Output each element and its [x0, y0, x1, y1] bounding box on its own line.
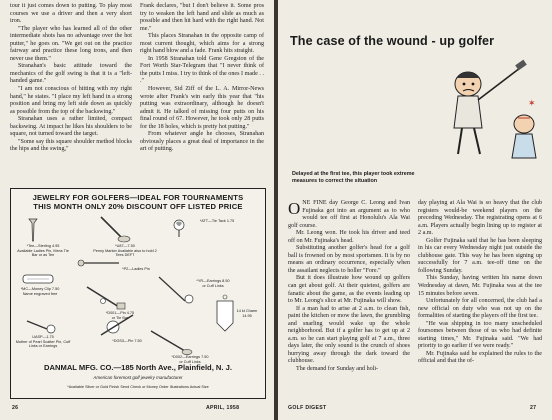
paragraph: "Some say this square shoulder method blocks the hips and the swing,": [10, 138, 132, 153]
paragraph: This places Stranahan in the opposite camp of most current thought, which aims for a strong right hand blow and a fade. Frank hits straight.: [140, 33, 264, 55]
svg-text:✶: ✶: [528, 99, 536, 109]
right-page-column-2: [418, 200, 542, 366]
product-label: *MC—Money Clip 7.50 Name engraved free: [20, 287, 60, 296]
pearl-scatter-pin-icon: [27, 321, 55, 333]
magazine-name: GOLF DIGEST: [288, 405, 327, 411]
paragraph: Unfortunately for all concerned, the club had a new official on duty who was not up on the formalities of starting the players off the first tee.: [418, 298, 542, 320]
product-label: *Tee—Sterling 4.95 Available Ladies Pin, Mens Tie Bar or as Tee: [17, 244, 69, 257]
jewelry-advertisement: [10, 188, 266, 399]
club-earrings-icon: [151, 331, 192, 355]
page-number: 27: [530, 405, 537, 411]
paragraph: Frank declares, "but I don't believe it. Some pros try to weaken the left hand and slide as much as possible and then hit hard with the right hand. Not me.": [140, 3, 264, 32]
tee-jewelry-icon: [29, 219, 37, 241]
paragraph: Golfer Fujinaka said that he has been sleeping in his car every Wednesday night just outside the clubhouse gate. This way he has been signing up successfully for 7 a.m. tee-off time on the following Sunday.: [418, 237, 542, 274]
paragraph: "I am not conscious of hitting with my right hand," he states. "I place my left hand in a strong position and bring my left side down as quickly as possible from the top of the backswing.": [10, 86, 132, 115]
paragraph: "The player who has learned all of the other intermediate shots has no advantage over the hot putter," he goes on. "We get out on the practice fairway and practice these long irons, and then never use them.": [10, 25, 132, 62]
paragraph: If a man had to arise at 2 a.m. to clean fish, paint the kitchen or mow the lawn, the grumbling and snarling would wake up the whole neighborhood. But if a golfer has to get up at 2 a.m. so he can start playing golf at 7 a.m., three days later, the only sound is the crunch of shoes hurrying away through the dark toward the clubhouse.: [288, 305, 410, 365]
charm-icon: [217, 295, 233, 331]
illustration-caption: Delayed at the first tee, this player took extreme measures to correct the situation: [292, 171, 415, 184]
ad-company: DANMAL MFG. CO.—185 North Ave., Plainfield, N. J.: [44, 363, 232, 372]
product-label: *YR—Earrings 8.50 or Cuff Links: [196, 279, 230, 288]
paragraph: Mr. Leong won. He took his driver and teed off on Mr. Fujinaka's head.: [288, 230, 410, 244]
product-label: *P2—Ladies Pin: [122, 267, 150, 271]
paragraph: ONE FINE day George C. Leong and Ivan Fujinaka got into an argument as to who would tee off first at Honolulu's Ala Wai golf course.: [288, 199, 410, 229]
right-page-column-1: [288, 200, 410, 374]
tie-tack-icon: [174, 220, 184, 237]
product-label: *U87—7.50 Penny Marker Available also to hold 2 Tees DEFT: [93, 244, 157, 257]
earrings-icon: [159, 277, 193, 303]
golfer-cartoon-illustration: [428, 54, 548, 172]
penny-marker-icon: [101, 217, 130, 242]
left-page: [0, 0, 274, 420]
ad-headline-line-1: JEWELRY FOR GOLFERS—IDEAL FOR TOURNAMENTS: [32, 193, 244, 202]
product-label: UASP—1.75 Mother of Pearl Scatter Pin, Cuff Links or Earrings: [15, 335, 71, 348]
paragraph: However, Sid Ziff of the L. A. Mirror-News wrote after Frank's win early this year that "his putting was extraordinary, although he doesn't admit it. He talked of missing four putts on his final round of 67. However, he took only 28 putts for the 18 holes, which is pretty hot putting.": [140, 86, 264, 130]
paragraph: In 1958 Stranahan told Gene Gregston of the Fort Worth Star-Telegram that "I never think of the putts I miss. I try to think of the ones I made . . .": [140, 55, 264, 85]
page-number: 26: [12, 405, 19, 411]
article-title: The case of the wound - up golfer: [290, 34, 495, 48]
paragraph: Mr. Fujinaka said he explained the rules to the official and that the of-: [418, 350, 542, 365]
ad-footnote: *Available Silver or Gold Finish Send Check or Money Order Illustrations Actual Size: [67, 385, 209, 389]
paragraph: "He was shipping in too many unscheduled foursomes between those of us who had definite starting times," Mr. Fujinaka said. "We had priority to go earlier if we were ready.": [418, 320, 542, 350]
money-clip-icon: [23, 275, 53, 283]
product-label: *ATT—Tie Tack 1.75: [199, 219, 235, 223]
ad-headline-line-2: THIS MONTH ONLY 20% DISCOUNT OFF LISTED PRICE: [33, 202, 243, 211]
paragraph: From whatever angle he chooses, Stranahan obviously places a great deal of importance in the art of putting.: [140, 131, 264, 153]
paragraph: day playing at Ala Wai is so heavy that the club registers would-be weekend players on the preceding Wednesday. The registrating opens at 6 a.m. Players actually begin lining up to register at 2 a.m.: [418, 200, 542, 237]
golf-club-pin-icon: [87, 287, 125, 309]
issue-date: APRIL, 1958: [206, 405, 240, 411]
product-label: *D002—Earrings 7.50 or Cuff Links: [171, 355, 209, 364]
drop-cap: O: [288, 199, 301, 218]
ad-tagline: American foremost golf jewelry manufacturer: [93, 375, 183, 380]
right-page: [278, 0, 552, 420]
product-label: 14 kt Charm 14.95: [236, 309, 258, 318]
paragraph: The demand for Sunday and holi-: [296, 366, 379, 373]
product-label: *DGS3—Pin 7.50: [112, 339, 142, 343]
left-page-column-1: [10, 3, 132, 154]
paragraph: But it does illustrate how wound up golfers can get about golf. At their quietest, golfers are fanatic about the game, as the events leading up to Mr. Leong's slice at Mr. Fujinaka will show.: [288, 275, 410, 305]
paragraph: This Sunday, having written his name down Wednesday at dawn, Mr. Fujinaka was at the tee 15 minutes before seven.: [418, 275, 542, 297]
product-label: *D001—Pin 4.75 or Tie Bar: [105, 311, 135, 320]
left-page-column-2: [140, 3, 264, 154]
ladies-pin-icon: [78, 260, 119, 266]
paragraph: tour it just comes down to putting. To play most courses we use a driver and then a very short iron.: [10, 3, 132, 25]
paragraph: Stranahan uses a rather limited, compact backswing. At impact he likes his shoulders to be square, not turned toward the target.: [10, 116, 132, 138]
paragraph: Substituting another golfer's head for a golf ball is frowned on by most sportsmen. It is by no means an ordinary occurrence, especially when the assailant neglects to holler "Fore.": [288, 245, 410, 274]
paragraph: Stranahan's basic attitude toward the mechanics of the golf swing is that it is a "left-handed game.": [10, 63, 132, 85]
